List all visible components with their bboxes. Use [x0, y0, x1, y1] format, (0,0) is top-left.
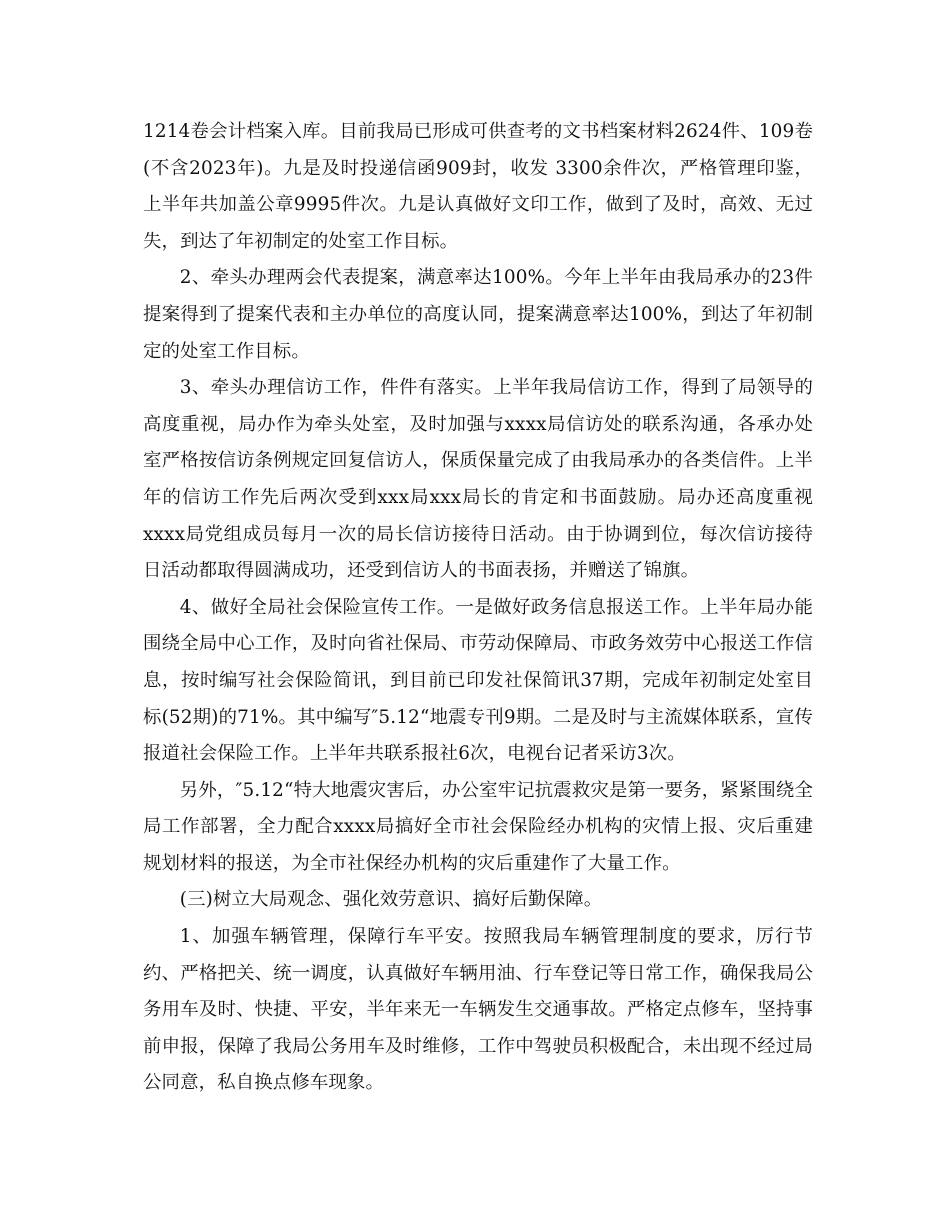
paragraph-earthquake: 另外，″5.12“特大地震灾害后，办公室牢记抗震救灾是第一要务，紧紧围绕全局工作部署，全力配合xxxx局搞好全市社会保险经办机构的灾情上报、灾后重建规划材料的报送，为全市社保经办机构的灾后重建作了大量工作。: [143, 779, 813, 874]
document-body: [143, 114, 813, 1102]
paragraph-vehicles: 1、加强车辆管理，保障行车平安。按照我局车辆管理制度的要求，厉行节约、严格把关、统一调度，认真做好车辆用油、行车登记等日常工作，确保我局公务用车及时、快捷、平安，半年来无一车辆发生交通事故。严格定点修车，坚持事前申报，保障了我局公务用车及时维修，工作中驾驶员积极配合，未出现不经过局公同意，私自换点修车现象。: [143, 926, 813, 1094]
section-heading-logistics: (三)树立大局观念、强化效劳意识、搞好后勤保障。: [179, 889, 603, 911]
paragraph-publicity: 4、做好全局社会保险宣传工作。一是做好政务信息报送工作。上半年局办能围绕全局中心工作，及时向省社保局、市劳动保障局、市政务效劳中心报送工作信息，按时编写社会保险简讯，到目前已印发社保简讯37期，完成年初制定处室目标(52期)的71%。其中编写″5.12“地震专刊9期。二是及时与主流媒体联系，宣传报道社会保险工作。上半年共联系报社6次，电视台记者采访3次。: [143, 596, 813, 765]
paragraph-proposals: 2、牵头办理两会代表提案，满意率达100%。今年上半年由我局承办的23件提案得到了提案代表和主办单位的高度认同，提案满意率达100%，到达了年初制定的处室工作目标。: [143, 267, 813, 362]
paragraph-petitions: 3、牵头办理信访工作，件件有落实。上半年我局信访工作，得到了局领导的高度重视，局办作为牵头处室，及时加强与xxxx局信访处的联系沟通，各承办处室严格按信访条例规定回复信访人，保质保量完成了由我局承办的各类信件。上半年的信访工作先后两次受到xxx局xxx局长的肯定和书面鼓励。局办还高度重视xxxx局党组成员每月一次的局长信访接待日活动。由于协调到位，每次信访接待日活动都取得圆满成功，还受到信访人的书面表扬，并赠送了锦旗。: [143, 377, 813, 582]
paragraph-archives: 1214卷会计档案入库。目前我局已形成可供查考的文书档案材料2624件、109卷(不含2023年)。九是及时投递信函909封，收发 3300余件次，严格管理印鉴，上半年共加盖公章9995件次。九是认真做好文印工作，做到了及时，高效、无过失，到达了年初制定的处室工作目标。: [143, 121, 813, 252]
